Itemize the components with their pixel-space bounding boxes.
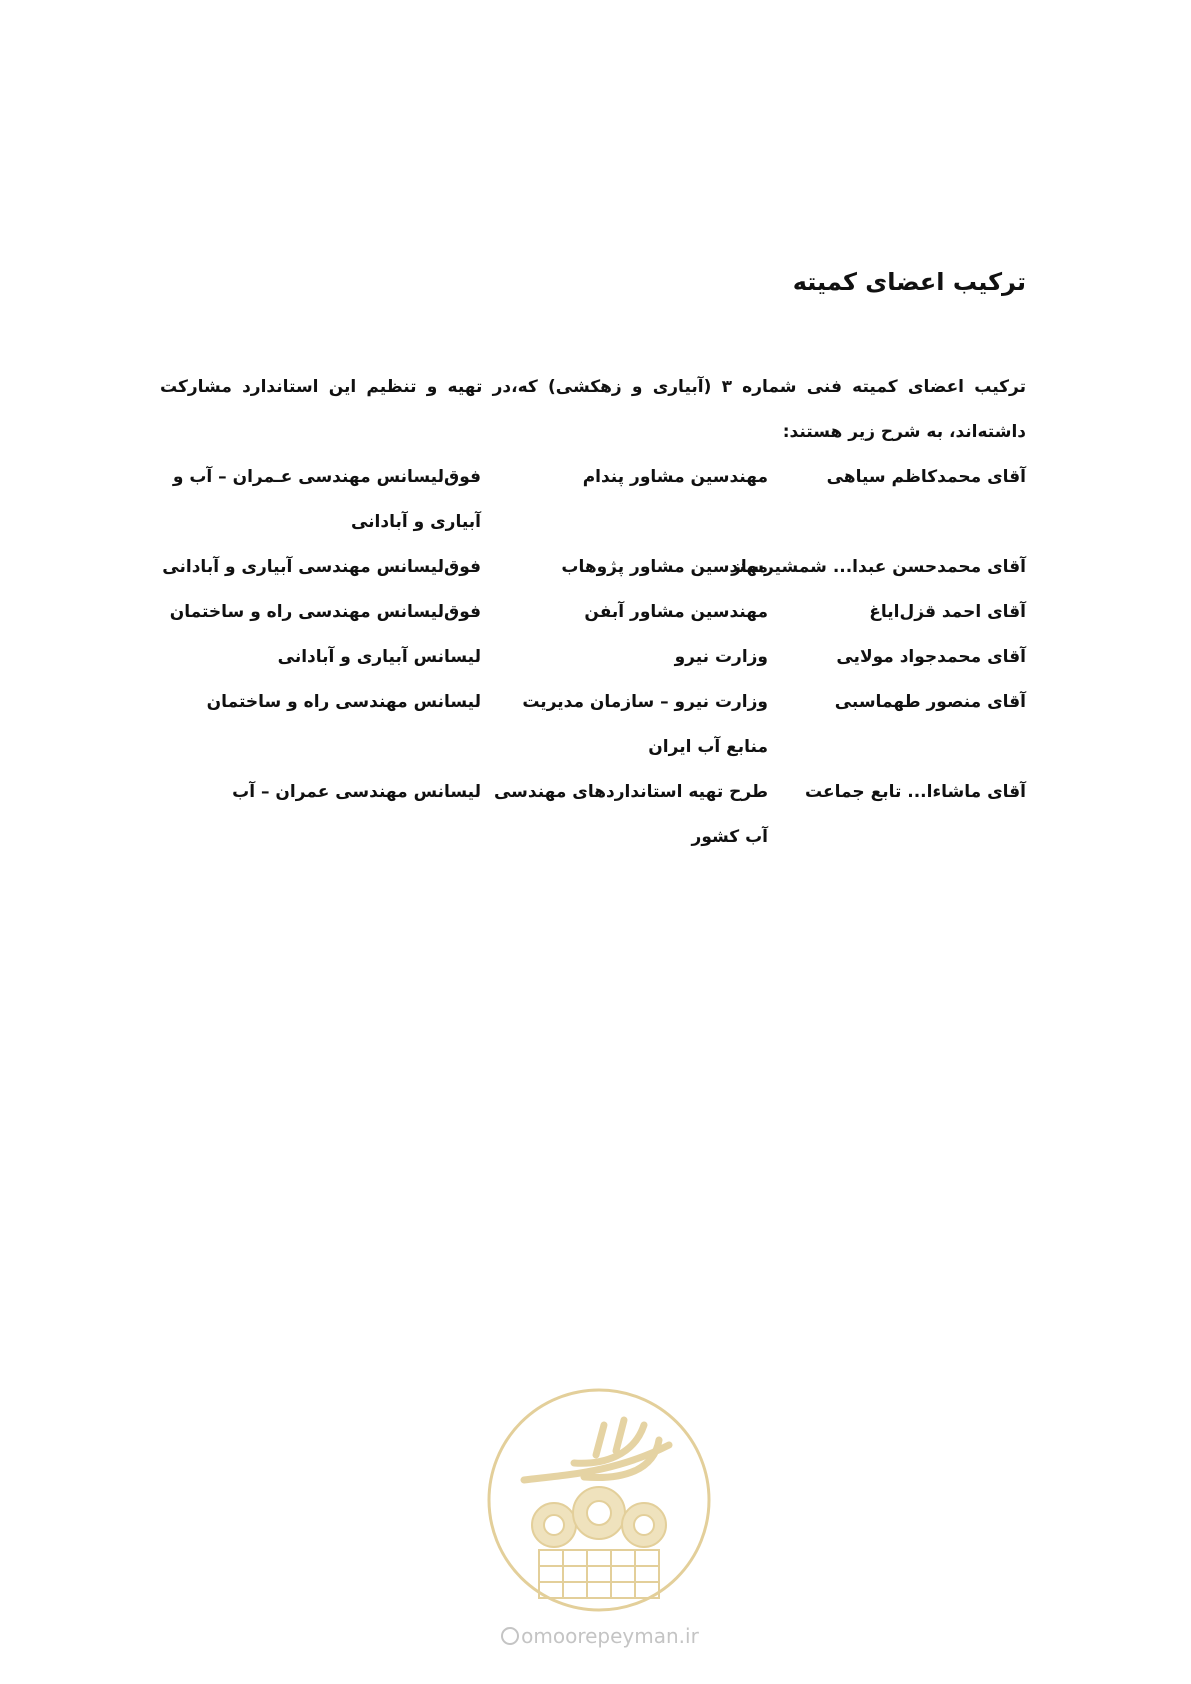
- member-row: [160, 770, 1026, 860]
- member-row: [160, 545, 1026, 590]
- member-degree: لیسانس مهندسی راه و ساختمان: [206, 692, 481, 712]
- member-organization: وزارت نیرو: [674, 647, 768, 667]
- member-degree: لیسانس آبیاری و آبادانی: [277, 647, 481, 667]
- member-organization: مهندسین مشاور آبفن: [584, 602, 768, 622]
- member-organization: طرح تهیه استانداردهای مهندسی آب کشور: [493, 782, 768, 847]
- member-row: [160, 590, 1026, 635]
- member-row: [160, 635, 1026, 680]
- intro-paragraph: ترکیب اعضای کمیته فنی شماره ۳ (آبیاری و زهکشی) که،در تهیه و تنظیم این استاندارد مشارکت داشته‌اند، به شرح زیر هستند:: [160, 377, 1027, 442]
- member-degree: لیسانس مهندسی عمران – آب: [232, 782, 481, 802]
- member-degree: فوق‌لیسانس مهندسی راه و ساختمان: [169, 602, 481, 622]
- member-degree: فوق‌لیسانس مهندسی آبیاری و آبادانی: [162, 557, 481, 577]
- watermark-url-text: omoorepeyman.ir: [521, 1624, 699, 1648]
- member-name: آقای منصور طهماسبی: [834, 692, 1026, 712]
- member-organization: وزارت نیرو – سازمان مدیریت منابع آب ایران: [522, 692, 768, 757]
- member-name: آقای احمد قزل‌ایاغ: [869, 602, 1026, 622]
- member-organization: مهندسین مشاور پندام: [582, 467, 768, 487]
- watermark-logo: [484, 1385, 714, 1615]
- watermark-url: [490, 1624, 710, 1648]
- member-name: آقای ماشاءا... تابع جماعت: [805, 782, 1026, 802]
- globe-icon: [501, 1627, 519, 1645]
- member-name: آقای محمدحسن عبدا... شمشیرساز: [731, 557, 1026, 577]
- members-list: [160, 455, 1026, 860]
- member-degree: فوق‌لیسانس مهندسی عـمران – آب و آبیاری و آبادانی: [172, 467, 481, 532]
- member-organization: مهندسین مشاور پژوهاب: [561, 557, 768, 577]
- member-name: آقای محمدکاظم سیاهی: [826, 467, 1026, 487]
- member-row: [160, 680, 1026, 770]
- member-row: [160, 455, 1026, 545]
- page-title: ترکیب اعضای کمیته: [792, 268, 1026, 296]
- member-name: آقای محمدجواد مولایی: [836, 647, 1026, 667]
